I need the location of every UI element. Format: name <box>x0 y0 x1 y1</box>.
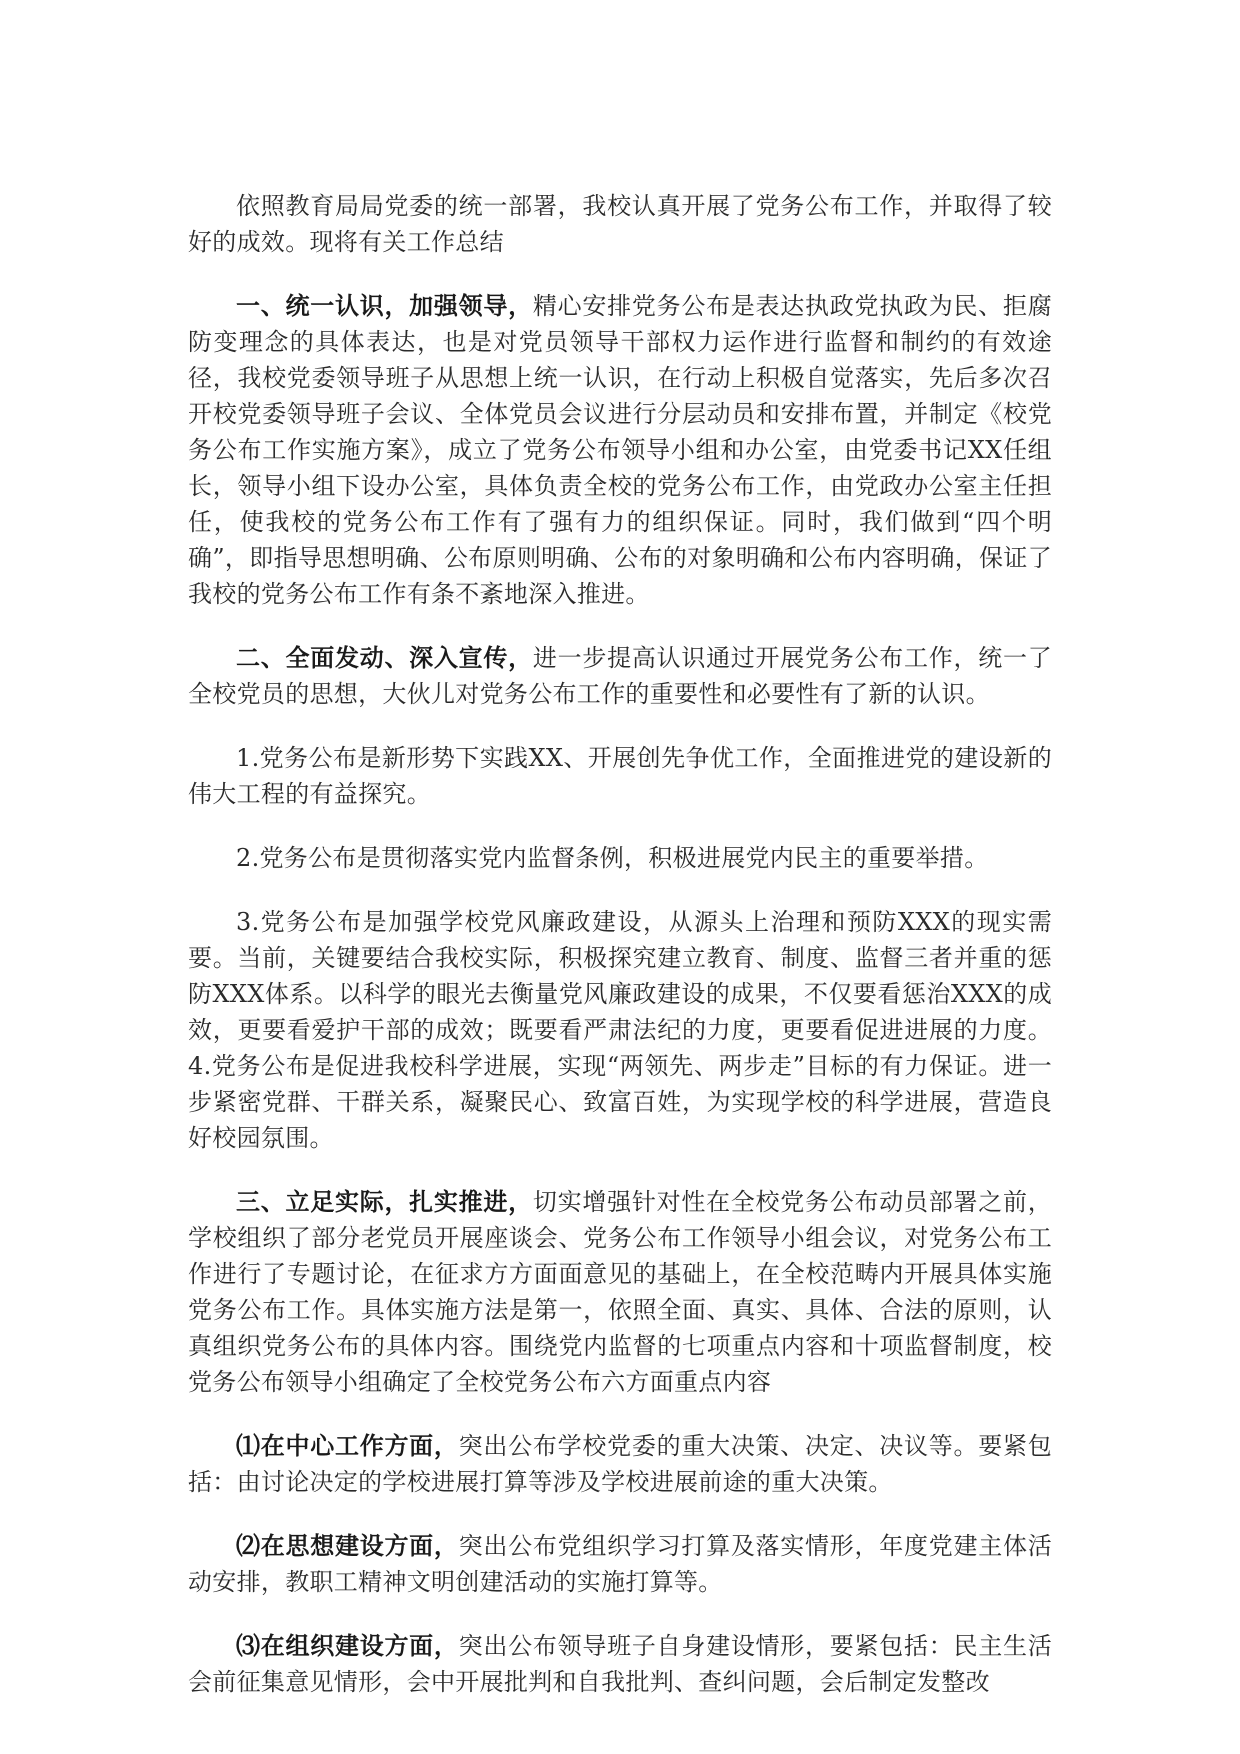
item-1-body: 突出公布学校党委的重大决策、决定、决议等。要紧包括：由讨论决定的学校进展打算等涉及学校进展前途的重大决策。 <box>188 1432 1052 1496</box>
item-2-paragraph <box>188 1528 1052 1600</box>
section-2-paragraph <box>188 640 1052 712</box>
point-1-paragraph <box>188 740 1052 812</box>
section-2-heading: 二、全面发动、深入宣传， <box>236 643 533 672</box>
point-3-paragraph <box>188 904 1052 1156</box>
point-1-text: 1.党务公布是新形势下实践XX、开展创先争优工作，全面推进党的建设新的伟大工程的有益探究。 <box>188 744 1052 808</box>
point-2-text: 2.党务公布是贯彻落实党内监督条例，积极进展党内民主的重要举措。 <box>236 844 989 872</box>
section-1-paragraph <box>188 288 1052 612</box>
point-2-paragraph <box>188 840 1052 876</box>
item-2-heading: ⑵在思想建设方面， <box>236 1531 459 1560</box>
intro-text: 依照教育局局党委的统一部署，我校认真开展了党务公布工作，并取得了较好的成效。现将有关工作总结 <box>188 192 1052 256</box>
section-2-body: 进一步提高认识通过开展党务公布工作，统一了全校党员的思想，大伙儿对党务公布工作的重要性和必要性有了新的认识。 <box>188 644 1052 708</box>
section-3-paragraph <box>188 1184 1052 1400</box>
intro-paragraph <box>188 188 1052 260</box>
section-1-body: 精心安排党务公布是表达执政党执政为民、拒腐防变理念的具体表达，也是对党员领导干部权力运作进行监督和制约的有效途径，我校党委领导班子从思想上统一认识，在行动上积极自觉落实，先后多次召开校党委领导班子会议、全体党员会议进行分层动员和安排布置，并制定《校党务公布工作实施方案》，成立了党务公布领导小组和办公室，由党委书记XX任组长，领导小组下设办公室，具体负责全校的党务公布工作，由党政办公室主任担任，使我校的党务公布工作有了强有力的组织保证。同时，我们做到“四个明确”，即指导思想明确、公布原则明确、公布的对象明确和公布内容明确，保证了我校的党务公布工作有条不紊地深入推进。 <box>188 292 1052 608</box>
item-1-paragraph <box>188 1428 1052 1500</box>
item-1-heading: ⑴在中心工作方面， <box>236 1431 459 1460</box>
section-3-body: 切实增强针对性在全校党务公布动员部署之前，学校组织了部分老党员开展座谈会、党务公布工作领导小组会议，对党务公布工作进行了专题讨论，在征求方方面面意见的基础上，在全校范畴内开展具体实施党务公布工作。具体实施方法是第一，依照全面、真实、具体、合法的原则，认真组织党务公布的具体内容。围绕党内监督的七项重点内容和十项监督制度，校党务公布领导小组确定了全校党务公布六方面重点内容 <box>188 1188 1052 1396</box>
section-1-heading: 一、统一认识，加强领导， <box>236 291 533 320</box>
item-3-paragraph <box>188 1628 1052 1700</box>
item-3-heading: ⑶在组织建设方面， <box>236 1631 459 1660</box>
section-3-heading: 三、立足实际，扎实推进， <box>236 1187 533 1216</box>
item-3-body: 突出公布领导班子自身建设情形，要紧包括：民主生活会前征集意见情形，会中开展批判和自我批判、查纠问题，会后制定发整改 <box>188 1632 1052 1696</box>
item-2-body: 突出公布党组织学习打算及落实情形，年度党建主体活动安排，教职工精神文明创建活动的实施打算等。 <box>188 1532 1052 1596</box>
point-3-text: 3.党务公布是加强学校党风廉政建设，从源头上治理和预防XXX的现实需要。当前，关键要结合我校实际，积极探究建立教育、制度、监督三者并重的惩防XXX体系。以科学的眼光去衡量党风廉政建设的成果，不仅要看惩治XXX的成效，更要看爱护干部的成效；既要看严肃法纪的力度，更要看促进进展的力度。4.党务公布是促进我校科学进展，实现“两领先、两步走”目标的有力保证。进一步紧密党群、干群关系，凝聚民心、致富百姓，为实现学校的科学进展，营造良好校园氛围。 <box>188 908 1052 1152</box>
document-body <box>188 188 1052 1728</box>
